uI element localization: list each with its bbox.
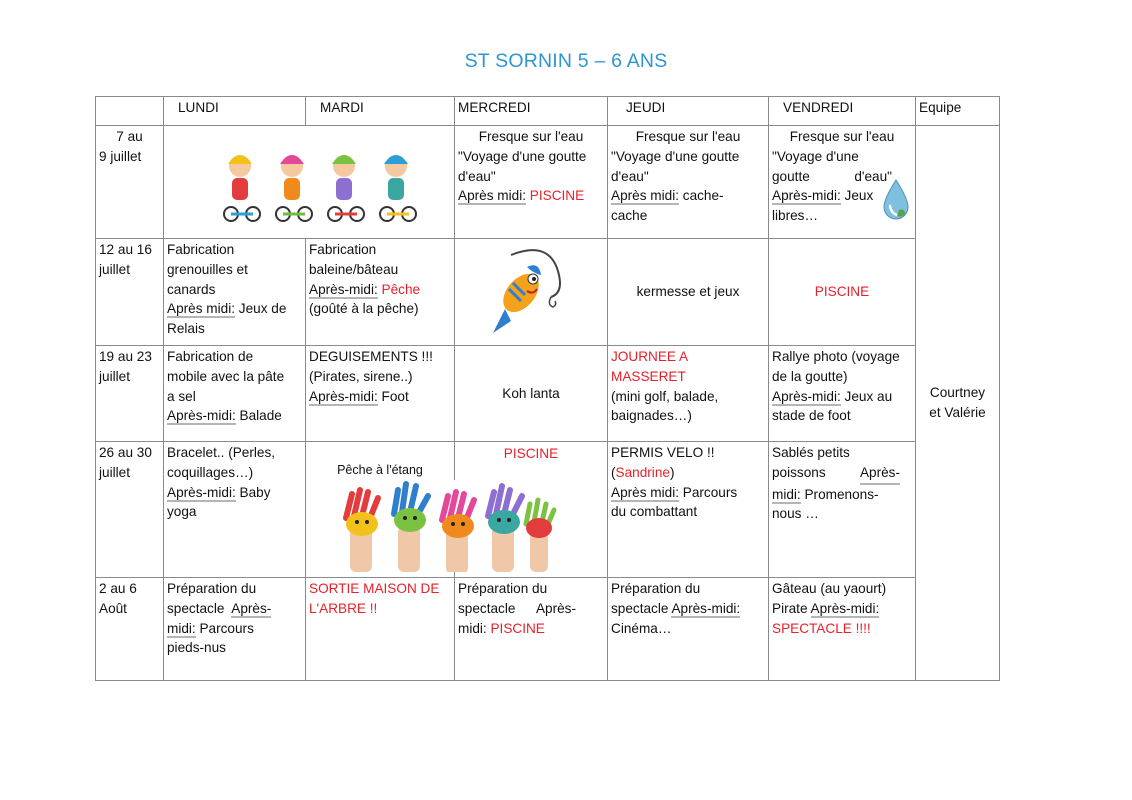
water-drop-icon <box>881 178 911 222</box>
day-cell: DEGUISEMENTS !!! (Pirates, sirene..) Après-midi: Foot <box>306 346 455 442</box>
week-label: 12 au 16 juillet <box>96 239 164 346</box>
cycling-kids-illustration <box>164 126 455 239</box>
day-cell: PERMIS VELO !! (Sandrine) Après midi: Parcours du combattant <box>608 442 769 578</box>
day-cell: Gâteau (au yaourt) Pirate Après-midi: SPECTACLE !!!! <box>769 578 916 681</box>
day-cell: Fresque sur l'eau "Voyage d'une goutte d'eau" Après-midi: Jeux libres… <box>769 126 916 239</box>
week-row-5 <box>96 578 1000 681</box>
painted-hands-icon <box>332 480 564 572</box>
header-equipe: Equipe <box>916 97 1000 126</box>
week-label: 26 au 30 juillet <box>96 442 164 578</box>
day-cell: Fresque sur l'eau "Voyage d'une goutte d'eau" Après midi: PISCINE <box>455 126 608 239</box>
day-cell: Fabrication grenouilles et canards Après midi: Jeux de Relais <box>164 239 306 346</box>
day-cell: Fabrication de mobile avec la pâte a sel Après-midi: Balade <box>164 346 306 442</box>
kids-on-bikes-icon <box>164 130 449 230</box>
day-cell: JOURNEE A MASSERET (mini golf, balade, baignades…) <box>608 346 769 442</box>
day-cell: SORTIE MAISON DE L'ARBRE !! <box>306 578 455 681</box>
day-cell: Préparation du spectacle Après-midi: Cinéma… <box>608 578 769 681</box>
header-week <box>96 97 164 126</box>
fishing-illustration <box>455 239 608 346</box>
header-jeudi: JEUDI <box>608 97 769 126</box>
painted-hands-illustration <box>332 480 564 572</box>
week-row-1 <box>96 126 1000 239</box>
page-title: ST SORNIN 5 – 6 ANS <box>464 50 668 72</box>
day-cell: Bracelet.. (Perles, coquillages…) Après-midi: Baby yoga <box>164 442 306 578</box>
team-cell: Courtney et Valérie <box>916 126 1000 681</box>
day-cell: Koh lanta <box>455 346 608 442</box>
day-cell: Préparation du spectacle Après- midi: PISCINE <box>455 578 608 681</box>
week-row-3 <box>96 346 1000 442</box>
day-cell: kermesse et jeux <box>608 239 769 346</box>
day-cell: Fresque sur l'eau "Voyage d'une goutte d'eau" Après midi: cache- cache <box>608 126 769 239</box>
week-row-2 <box>96 239 1000 346</box>
header-mardi: MARDI <box>306 97 455 126</box>
day-cell: Rallye photo (voyage de la goutte) Après-midi: Jeux au stade de foot <box>769 346 916 442</box>
fish-on-hook-icon <box>481 245 571 340</box>
header-vendredi: VENDREDI <box>769 97 916 126</box>
day-cell: PISCINE <box>769 239 916 346</box>
week-label: 19 au 23 juillet <box>96 346 164 442</box>
day-cell: Fabrication baleine/bâteau Après-midi: Pêche (goûté à la pêche) <box>306 239 455 346</box>
header-mercredi: MERCREDI <box>455 97 608 126</box>
day-cell: Sablés petits poissons Après- midi: Promenons- nous … <box>769 442 916 578</box>
activity-schedule-table <box>95 96 1000 681</box>
header-row <box>96 97 1000 126</box>
day-cell: PISCINE <box>455 442 608 578</box>
week-label: 2 au 6 Août <box>96 578 164 681</box>
header-lundi: LUNDI <box>164 97 306 126</box>
day-cell: Préparation du spectacle Après- midi: Parcours pieds-nus <box>164 578 306 681</box>
week-label: 7 au 9 juillet <box>96 126 164 239</box>
day-cell: Pêche à l'étang <box>306 442 455 578</box>
